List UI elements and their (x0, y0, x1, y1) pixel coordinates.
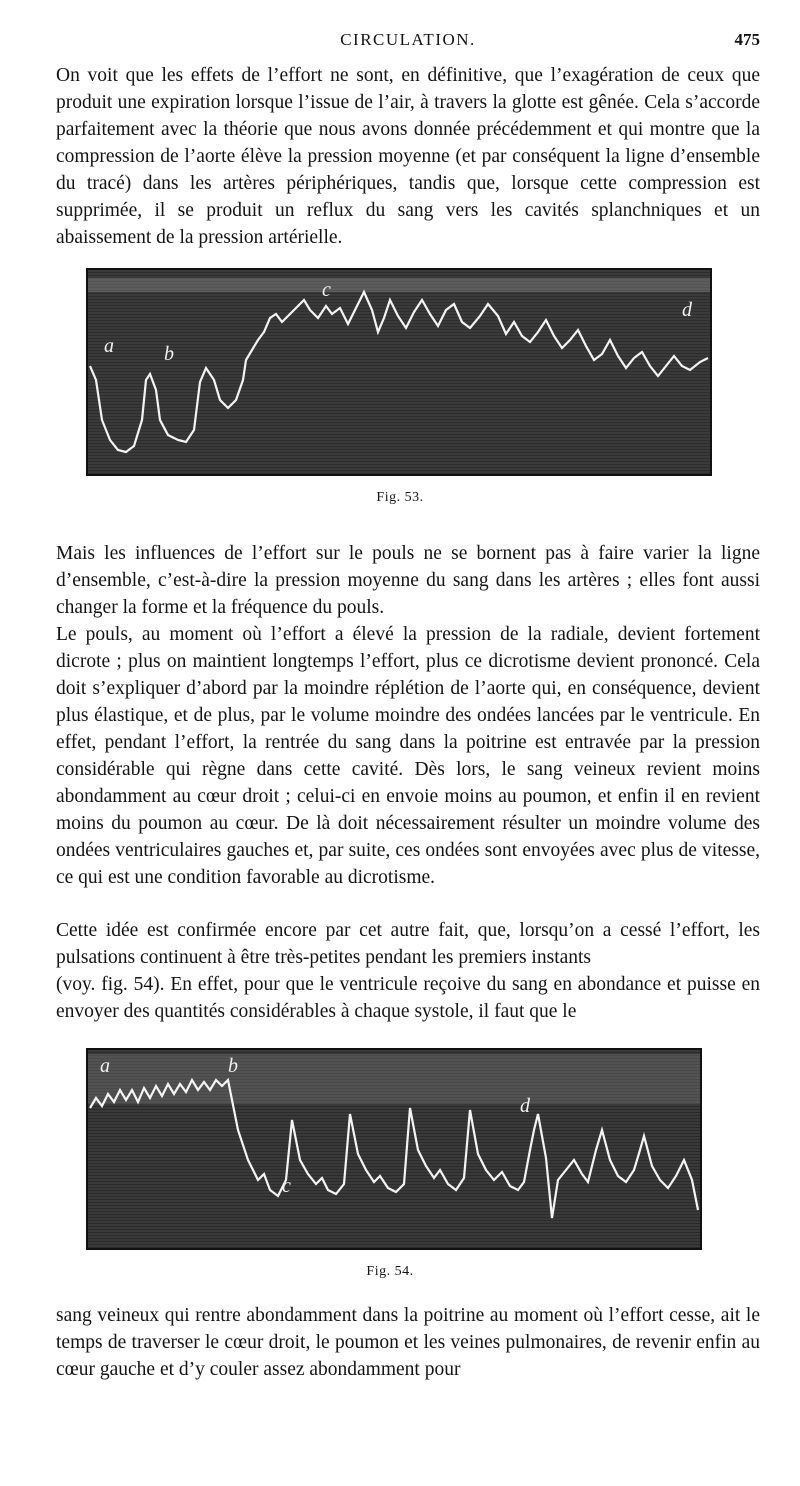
fig54-label-d: d (520, 1095, 530, 1117)
figure-53-caption: Fig. 53. (376, 490, 424, 505)
paragraph-1: On voit que les effets de l’effort ne sont, en définitive, que l’exagération de ceux que produit une expiration lorsque l’issue de l’air, à travers la glotte est gênée. Cela s’accorde parfaitement avec la théorie que nous avons donnée précédemment et qui montre que la compression de l’aorte élève la pression moyenne (et par conséquent la ligne d’ensemble du tracé) dans les artères périphériques, tandis que, lorsque cette compression est supprimée, il se produit un reflux du sang vers les cavités splanchniques et un abaissement de la pression artérielle. (56, 65, 760, 248)
paragraph-3: Le pouls, au moment où l’effort a élevé la pression de la radiale, devient fortement dicrote ; plus on maintient longtemps l’effort, plus ce dicrotisme devient prononcé. Cela doit s’expliquer d’abord par la moindre réplétion de l’aorte qui, en conséquence, devient plus élastique, et de plus, par le volume moindre des ondées lancées par le ventricule. En effet, pendant l’effort, la rentrée du sang dans la poitrine est entravée par la pression considérable qui règne dans cette cavité. Dès lors, le sang veineux revient moins abondamment au cœur droit ; celui-ci en envoie moins au poumon, et enfin il en revient moins du poumon au cœur. De là doit nécessairement résulter un moindre volume des ondées ventriculaires gauches et, par suite, ces ondées sont envoyées avec plus de vitesse, ce qui est une condition favorable au dicrotisme. (56, 624, 760, 888)
page-number: 475 (734, 30, 760, 49)
paragraph-2: Mais les influences de l’effort sur le pouls ne se bornent pas à faire varier la ligne d’ensemble, c’est-à-dire la pression moyenne du sang dans les artères ; elles font aussi changer la forme et la fréquence du pouls. (56, 543, 760, 618)
paragraph-4: Cette idée est confirmée encore par cet autre fait, que, lorsqu’on a cessé l’effort, les pulsations continuent à être très-petites pendant les premiers instants (56, 920, 760, 968)
fig53-label-a: a (104, 335, 114, 357)
fig54-label-b: b (228, 1055, 238, 1077)
page-header (56, 30, 760, 54)
running-title: CIRCULATION. (340, 30, 476, 49)
fig54-label-a: a (100, 1055, 110, 1077)
fig53-label-b: b (164, 343, 174, 365)
figure-54-caption: Fig. 54. (366, 1264, 414, 1279)
figure-53-tracing (86, 268, 712, 476)
fig53-label-c: c (322, 279, 331, 301)
figure-54-tracing (86, 1048, 702, 1250)
fig54-label-c: c (282, 1175, 291, 1197)
paragraph-5: sang veineux qui rentre abondamment dans la poitrine au moment où l’effort cesse, ait le temps de traverser le cœur droit, le poumon et les veines pulmonaires, de revenir enfin au cœur gauche et d’y couler assez abondamment pour (56, 1305, 760, 1380)
paragraph-4-continued: (voy. fig. 54). En effet, pour que le ventricule reçoive du sang en abondance et puisse en envoyer des quantités considérables à chaque systole, il faut que le (56, 974, 760, 1022)
fig53-label-d: d (682, 299, 692, 321)
